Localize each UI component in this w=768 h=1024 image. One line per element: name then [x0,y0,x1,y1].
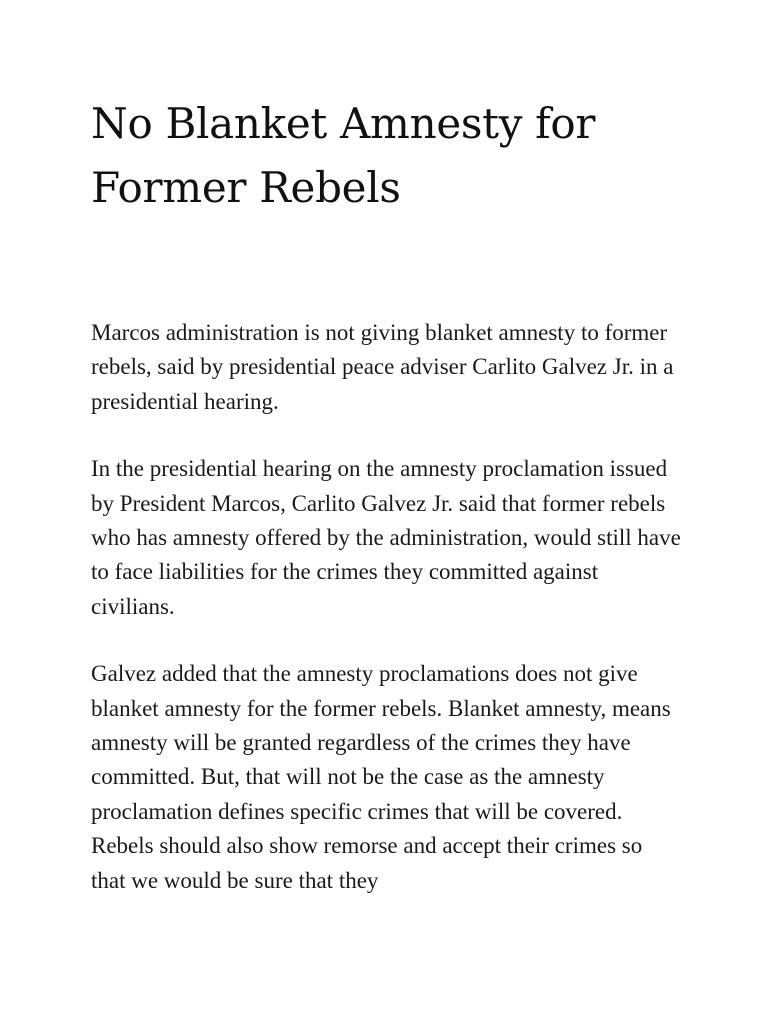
article-paragraph-3: Galvez added that the amnesty proclamations does not give blanket amnesty for the former rebels. Blanket amnesty, means amnesty will be granted regardless of the crimes they have committed. But, that will not be the case as the amnesty proclamation defines specific crimes that will be covered. Rebels should also show remorse and accept their crimes so that we would be sure that they [91,661,671,893]
article-title: No Blanket Amnesty for Former Rebels [91,99,596,212]
article-paragraph-1: Marcos administration is not giving blanket amnesty to former rebels, said by presidential peace adviser Carlito Galvez Jr. in a presidential hearing. [91,320,674,414]
document-page [91,92,681,931]
article-body [91,316,681,898]
article-paragraph-2: In the presidential hearing on the amnesty proclamation issued by President Marcos, Carlito Galvez Jr. said that former rebels who has amnesty offered by the administration, would still have to face liabilities for the crimes they committed against civilians. [91,456,681,619]
